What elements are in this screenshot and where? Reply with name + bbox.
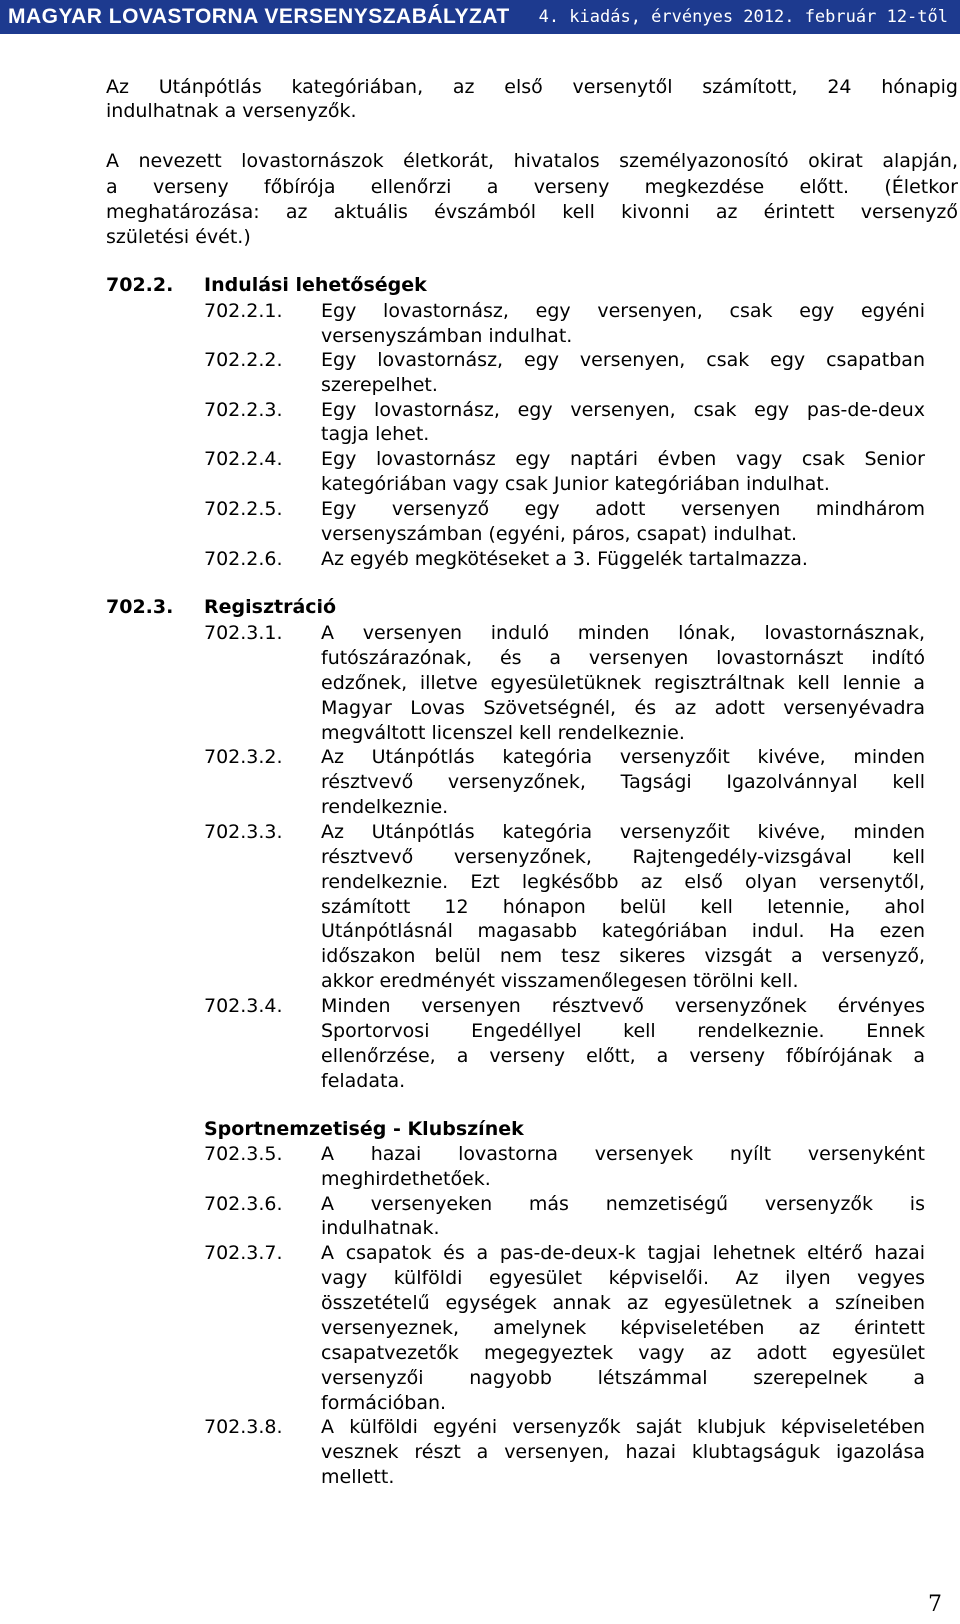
item-line: résztvevő versenyzőnek, Rajtengedély-vizsgával kell bbox=[321, 846, 925, 868]
item-line: versenyzői nagyobb létszámmal szerepelnek a bbox=[321, 1367, 925, 1389]
item-line: résztvevő versenyzőnek, Tagsági Igazolvánnyal kell bbox=[321, 771, 925, 793]
item-line: Egy lovastornász, egy versenyen, csak egy pas-de-deux bbox=[321, 399, 925, 421]
item-line: formációban. bbox=[321, 1392, 447, 1414]
item-line: kategóriában vagy csak Junior kategóriában indulhat. bbox=[321, 473, 830, 495]
item-number: 702.2.4. bbox=[204, 448, 283, 470]
item-line: versenyeznek, amelynek képviseletében az érintett bbox=[321, 1317, 925, 1339]
item-line: tagja lehet. bbox=[321, 423, 430, 445]
item-line: A versenyeken más nemzetiségű versenyzők is bbox=[321, 1193, 925, 1215]
item-line: Utánpótlásnál magasabb kategóriában indul. Ha ezen bbox=[321, 920, 925, 942]
item-line: versenyszámban (egyéni, páros, csapat) indulhat. bbox=[321, 523, 798, 545]
item-line: mellett. bbox=[321, 1466, 395, 1488]
item-line: Az Utánpótlás kategória versenyzőit kivéve, minden bbox=[321, 746, 925, 768]
item-line: A hazai lovastorna versenyek nyílt versenyként bbox=[321, 1143, 925, 1165]
subheading: Sportnemzetiség - Klubszínek bbox=[204, 1118, 524, 1140]
item-line: versenyszámban indulhat. bbox=[321, 325, 573, 347]
section-title: Regisztráció bbox=[204, 596, 337, 618]
item-line: számított 12 hónapon belül kell letennie, ahol bbox=[321, 896, 925, 918]
document-header bbox=[0, 0, 960, 34]
intro-line: a verseny főbírója ellenőrzi a verseny megkezdése előtt. (Életkor bbox=[106, 176, 958, 198]
edition-info: 4. kiadás, érvényes 2012. február 12-től bbox=[538, 7, 948, 27]
item-line: A külföldi egyéni versenyzők saját klubjuk képviseletében bbox=[321, 1416, 925, 1438]
item-number: 702.3.8. bbox=[204, 1416, 283, 1438]
item-line: Sportorvosi Engedéllyel kell rendelkeznie. Ennek bbox=[321, 1020, 925, 1042]
item-line: Az egyéb megkötéseket a 3. Függelék tartalmazza. bbox=[321, 548, 808, 570]
item-line: rendelkeznie. bbox=[321, 796, 449, 818]
item-number: 702.3.7. bbox=[204, 1242, 283, 1264]
item-line: Az Utánpótlás kategória versenyzőit kivéve, minden bbox=[321, 821, 925, 843]
item-number: 702.3.3. bbox=[204, 821, 283, 843]
item-number: 702.2.2. bbox=[204, 349, 283, 371]
item-number: 702.2.1. bbox=[204, 300, 283, 322]
section-number: 702.3. bbox=[106, 596, 174, 618]
intro-line: születési évét.) bbox=[106, 226, 251, 248]
item-line: Egy lovastornász, egy versenyen, csak egy egyéni bbox=[321, 300, 925, 322]
document-title: MAGYAR LOVASTORNA VERSENYSZABÁLYZAT bbox=[8, 5, 510, 28]
item-line: szerepelhet. bbox=[321, 374, 438, 396]
item-line: A versenyen induló minden lónak, lovastornásznak, bbox=[321, 622, 925, 644]
item-number: 702.3.6. bbox=[204, 1193, 283, 1215]
item-line: időszakon belül nem tesz sikeres vizsgát a versenyző, bbox=[321, 945, 925, 967]
item-number: 702.3.2. bbox=[204, 746, 283, 768]
item-number: 702.2.3. bbox=[204, 399, 283, 421]
intro-line: A nevezett lovastornászok életkorát, hivatalos személyazonosító okirat alapján, bbox=[106, 150, 958, 172]
item-number: 702.3.1. bbox=[204, 622, 283, 644]
item-line: összetételű egységek annak az egyesületnek a színeiben bbox=[321, 1292, 925, 1314]
page-number: 7 bbox=[928, 1592, 942, 1617]
item-line: feladata. bbox=[321, 1070, 406, 1092]
item-line: megváltott licenszel kell rendelkeznie. bbox=[321, 722, 685, 744]
item-line: akkor eredményét visszamenőlegesen törölni kell. bbox=[321, 970, 799, 992]
item-line: edzőnek, illetve egyesületüknek regisztráltnak kell lennie a bbox=[321, 672, 925, 694]
item-line: meghirdethetőek. bbox=[321, 1168, 491, 1190]
item-line: Egy lovastornász, egy versenyen, csak egy csapatban bbox=[321, 349, 925, 371]
item-number: 702.3.5. bbox=[204, 1143, 283, 1165]
item-line: ellenőrzése, a verseny előtt, a verseny főbírójának a bbox=[321, 1045, 925, 1067]
item-number: 702.2.5. bbox=[204, 498, 283, 520]
intro-line: Az Utánpótlás kategóriában, az első versenytől számított, 24 hónapig bbox=[106, 76, 958, 98]
section-title: Indulási lehetőségek bbox=[204, 274, 427, 296]
item-line: csapatvezetők megegyeztek vagy az adott egyesület bbox=[321, 1342, 925, 1364]
item-number: 702.3.4. bbox=[204, 995, 283, 1017]
item-line: vesznek részt a versenyen, hazai klubtagságuk igazolása bbox=[321, 1441, 925, 1463]
item-line: vagy külföldi egyesület képviselői. Az ilyen vegyes bbox=[321, 1267, 925, 1289]
intro-line: meghatározása: az aktuális évszámból kell kivonni az érintett versenyző bbox=[106, 201, 958, 223]
item-line: indulhatnak. bbox=[321, 1217, 440, 1239]
item-line: rendelkeznie. Ezt legkésőbb az első olyan versenytől, bbox=[321, 871, 925, 893]
section-number: 702.2. bbox=[106, 274, 174, 296]
item-line: Egy lovastornász egy naptári évben vagy csak Senior bbox=[321, 448, 925, 470]
item-line: Minden versenyen résztvevő versenyzőnek érvényes bbox=[321, 995, 925, 1017]
item-line: A csapatok és a pas-de-deux-k tagjai lehetnek eltérő hazai bbox=[321, 1242, 925, 1264]
item-line: Magyar Lovas Szövetségnél, és az adott versenyévadra bbox=[321, 697, 925, 719]
intro-line: indulhatnak a versenyzők. bbox=[106, 100, 357, 122]
item-number: 702.2.6. bbox=[204, 548, 283, 570]
item-line: futószárazónak, és a versenyen lovastornászt indító bbox=[321, 647, 925, 669]
item-line: Egy versenyző egy adott versenyen mindhárom bbox=[321, 498, 925, 520]
